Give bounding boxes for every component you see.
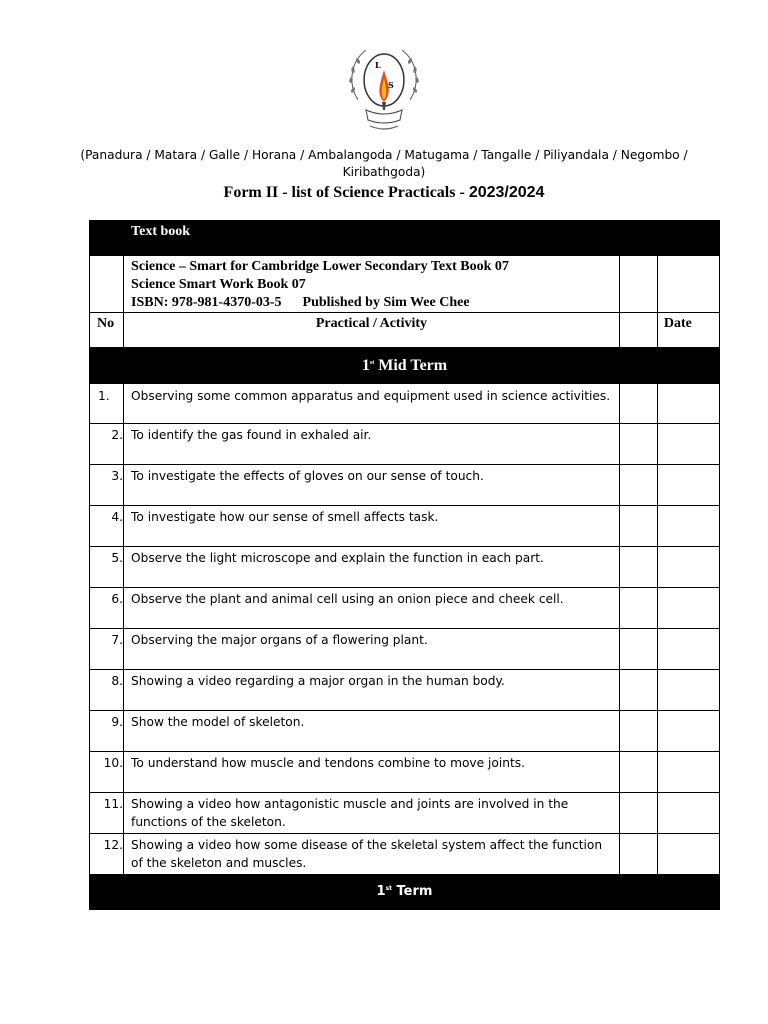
practicals-table [89,220,720,910]
row-activity: Showing a video how antagonistic muscle and joints are involved in the functions of the skeleton. [131,797,569,829]
row-number: 5. [111,551,124,565]
books-row [90,256,720,313]
row-activity: To investigate the effects of gloves on our sense of touch. [131,469,484,483]
first-term-sup: st [385,885,393,892]
first-term-label: Term [392,884,433,899]
table-row [90,752,720,793]
row-number: 11. [103,797,124,811]
mid-term-num: 1 [361,357,370,374]
row-number: 8. [111,674,124,688]
school-crest-logo [344,40,424,132]
col-no-header: No [97,316,115,331]
table-row [90,384,720,424]
svg-text:L: L [375,60,381,70]
row-activity: To investigate how our sense of smell affects task. [131,510,439,524]
row-activity: To understand how muscle and tendons combine to move joints. [131,756,525,770]
book-line-1: Science – Smart for Cambridge Lower Secondary Text Book 07 [131,259,509,274]
first-term-num: 1 [376,884,386,899]
table-row [90,588,720,629]
row-activity: To identify the gas found in exhaled air. [131,428,372,442]
row-number: 10. [103,756,124,770]
table-row [90,424,720,465]
mid-term-sup: st [369,360,375,366]
row-activity: Showing a video regarding a major organ in the human body. [131,674,505,688]
row-activity: Showing a video how some disease of the skeletal system affect the function of the skeleton and muscles. [131,838,603,870]
row-number: 3. [111,469,124,483]
page-title [0,184,768,202]
book-line-3: ISBN: 978-981-4370-03-5 Published by Sim Wee Chee [131,295,470,310]
book-line-2: Science Smart Work Book 07 [131,277,306,292]
row-activity: Observing the major organs of a flowering plant. [131,633,428,647]
row-number: 6. [111,592,124,606]
row-activity: Observing some common apparatus and equipment used in science activities. [131,389,611,403]
table-row [90,465,720,506]
table-row [90,547,720,588]
row-activity: Show the model of skeleton. [131,715,305,729]
svg-text:S: S [388,80,394,90]
title-main: Form II - list of Science Practicals - [223,184,469,201]
table-row [90,670,720,711]
table-row [90,506,720,547]
row-number: 9. [111,715,124,729]
row-number: 1. [98,389,110,403]
row-number: 7. [111,633,124,647]
branches-list: (Panadura / Matara / Galle / Horana / Ambalangoda / Matugama / Tangalle / Piliyandala / Negombo / Kiribathgoda) [80,148,688,179]
col-activity-header: Practical / Activity [315,316,428,331]
row-number: 4. [111,510,124,524]
textbook-header-row [90,221,720,256]
row-number: 12. [103,838,124,852]
row-activity: Observe the light microscope and explain the function in each part. [131,551,544,565]
title-year: 2023/2024 [468,184,545,201]
term-header-first-term [90,875,720,910]
mid-term-label: Mid Term [374,357,448,374]
table-row [90,793,720,834]
row-activity: Observe the plant and animal cell using an onion piece and cheek cell. [131,592,564,606]
textbook-label: Text book [131,224,191,239]
term-header-mid-term [90,348,720,384]
col-date-header: Date [663,316,692,331]
table-row [90,834,720,875]
row-number: 2. [111,428,124,442]
table-row [90,711,720,752]
column-header-row [90,313,720,348]
table-row [90,629,720,670]
